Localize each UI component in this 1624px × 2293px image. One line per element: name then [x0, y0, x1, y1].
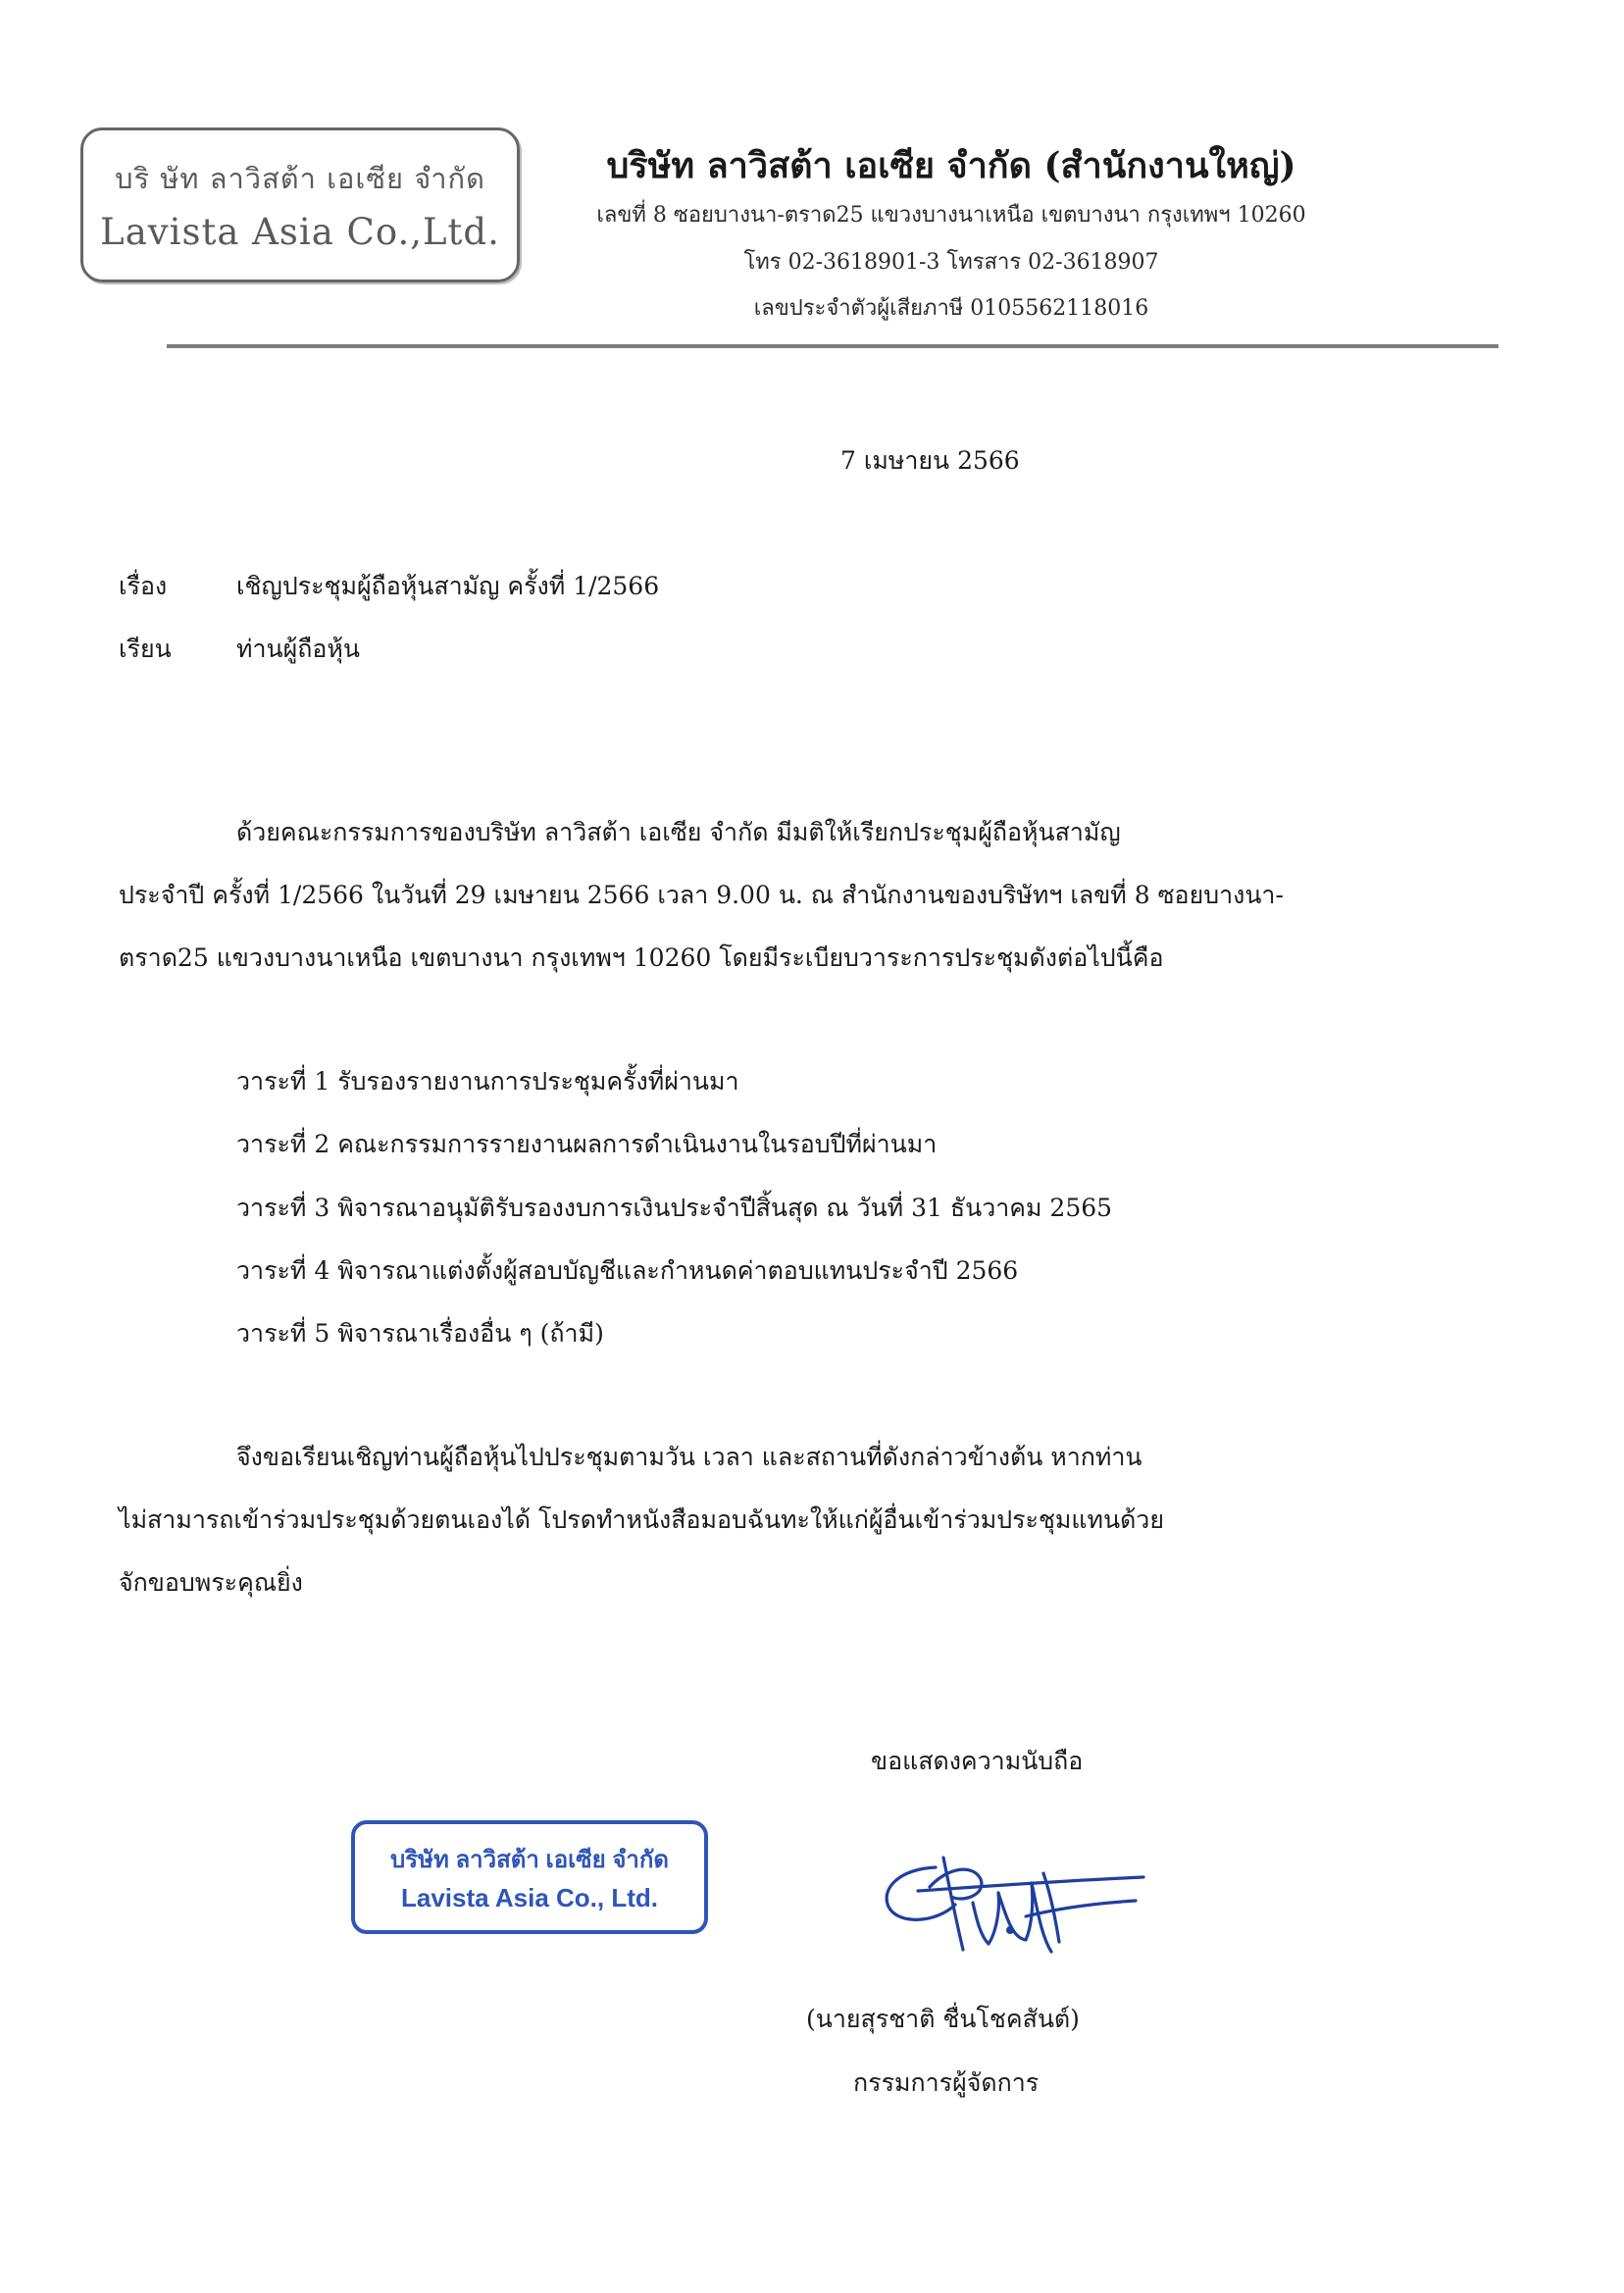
closing-line: จึงขอเรียนเชิญท่านผู้ถือหุ้นไปประชุมตามวัน เวลา และสถานที่ดังกล่าวข้างต้น หากท่าน	[236, 1443, 1142, 1471]
agenda-item: วาระที่ 5 พิจารณาเรื่องอื่น ๆ (ถ้ามี)	[236, 1319, 604, 1348]
letter-date: 7 เมษายน 2566	[840, 446, 1020, 475]
stamp-thai-name: บริษัท ลาวิสต้า เอเซีย จำกัด	[390, 1847, 669, 1873]
signer-name: (นายสุรชาติ ชื่นโชคสันต์)	[806, 2005, 1080, 2033]
stamp-english-name: Lavista Asia Co., Ltd.	[401, 1883, 658, 1912]
agenda-item: วาระที่ 1 รับรองรายงานการประชุมครั้งที่ผ่านมา	[236, 1067, 739, 1096]
sign-off: ขอแสดงความนับถือ	[871, 1747, 1084, 1775]
company-logo	[80, 127, 520, 282]
recipient-text: ท่านผู้ถือหุ้น	[236, 635, 360, 663]
recipient-label: เรียน	[119, 635, 172, 663]
signer-title: กรรมการผู้จัดการ	[853, 2068, 1040, 2097]
body-line: ด้วยคณะกรรมการของบริษัท ลาวิสต้า เอเซีย จำกัด มีมติให้เรียกประชุมผู้ถือหุ้นสามัญ	[236, 818, 1121, 846]
signature	[879, 1848, 1153, 1963]
letterhead-tax-id: เลขประจำตัวผู้เสียภาษี 0105562118016	[753, 296, 1149, 321]
subject-text: เชิญประชุมผู้ถือหุ้นสามัญ ครั้งที่ 1/2566	[236, 572, 660, 600]
letterhead-title: บริษัท ลาวิสต้า เอเซีย จำกัด (สำนักงานใหญ่)	[606, 145, 1296, 186]
closing-line: จักขอบพระคุณยิ่ง	[119, 1568, 303, 1597]
company-stamp	[351, 1820, 708, 1934]
letterhead-address: เลขที่ 8 ซอยบางนา-ตราด25 แขวงบางนาเหนือ เขตบางนา กรุงเทพฯ 10260	[596, 203, 1306, 228]
agenda-item: วาระที่ 3 พิจารณาอนุมัติรับรองงบการเงินประจำปีสิ้นสุด ณ วันที่ 31 ธันวาคม 2565	[236, 1194, 1113, 1222]
body-line: ตราด25 แขวงบางนาเหนือ เขตบางนา กรุงเทพฯ 10260 โดยมีระเบียบวาระการประชุมดังต่อไปนี้คือ	[119, 943, 1164, 972]
letterhead-phone: โทร 02-3618901-3 โทรสาร 02-3618907	[743, 250, 1159, 275]
agenda-item: วาระที่ 4 พิจารณาแต่งตั้งผู้สอบบัญชีและกำหนดค่าตอบแทนประจำปี 2566	[236, 1256, 1019, 1285]
header-divider	[167, 344, 1498, 348]
logo-english-name: Lavista Asia Co.,Ltd.	[100, 211, 500, 253]
body-line: ประจำปี ครั้งที่ 1/2566 ในวันที่ 29 เมษายน 2566 เวลา 9.00 น. ณ สำนักงานของบริษัทฯ เลขที่ 8 ซอยบางนา-	[119, 881, 1284, 909]
subject-label: เรื่อง	[119, 572, 168, 600]
closing-line: ไม่สามารถเข้าร่วมประชุมด้วยตนเองได้ โปรดทำหนังสือมอบฉันทะให้แก่ผู้อื่นเข้าร่วมประชุมแทนด้วย	[119, 1505, 1164, 1534]
agenda-item: วาระที่ 2 คณะกรรมการรายงานผลการดำเนินงานในรอบปีที่ผ่านมา	[236, 1130, 938, 1158]
logo-thai-name: บริ ษัท ลาวิสต้า เอเซีย จำกัด	[115, 162, 485, 195]
